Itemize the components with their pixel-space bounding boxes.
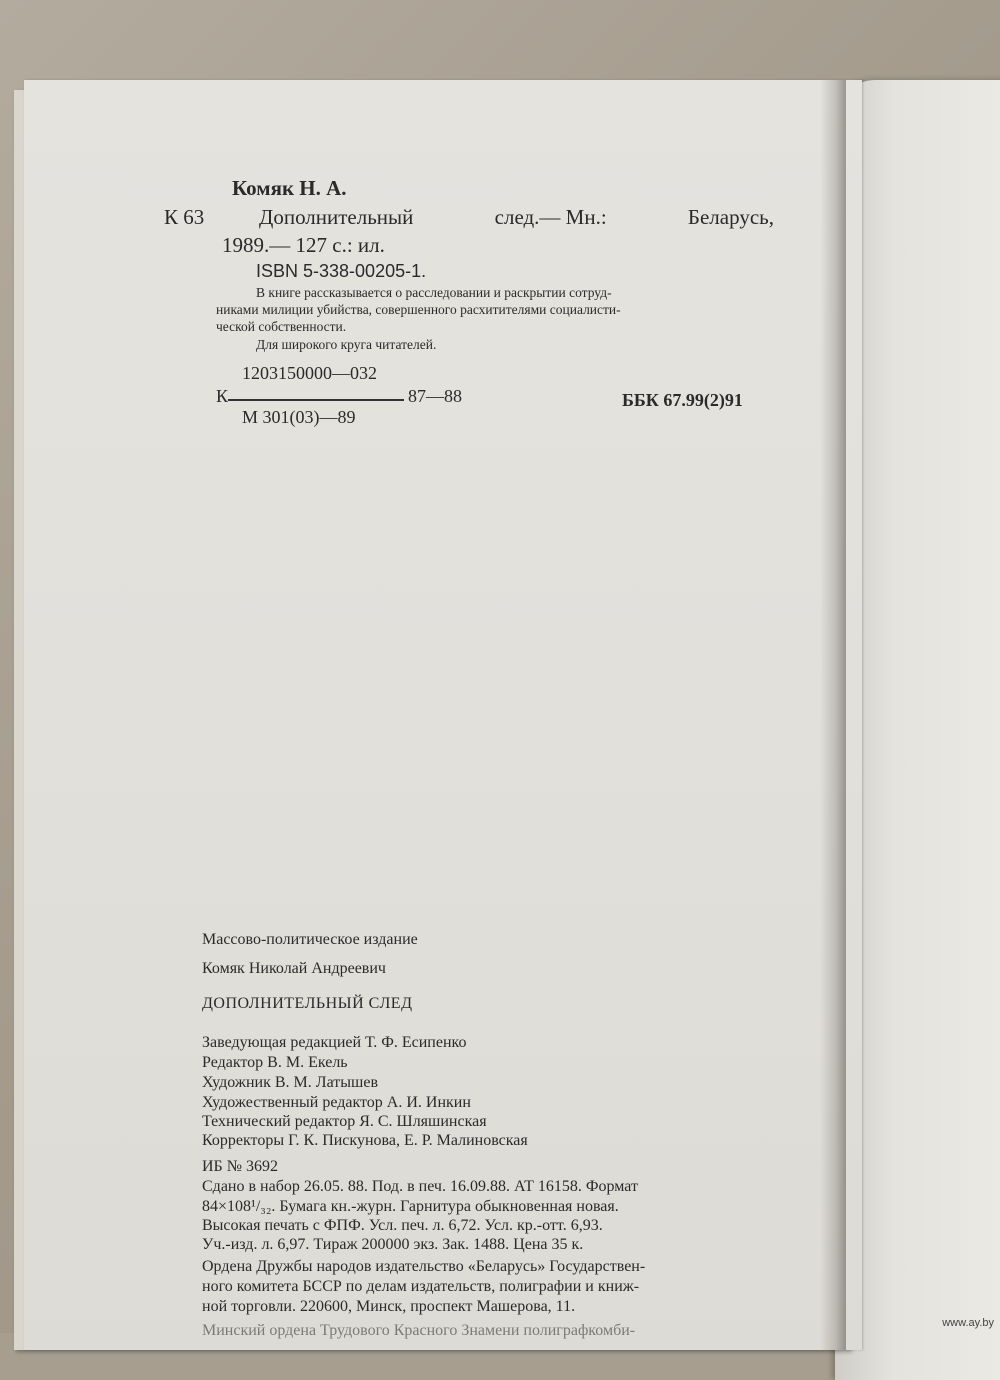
detail-line-2: 84×108¹/₃₂. Бумага кн.-журн. Гарнитура обыкновенная новая. [202,1198,619,1215]
card-isbn: ISBN 5-338-00205-1. [256,261,427,281]
card-title-place: след.— Мн.: [494,205,607,229]
detail-line-4: Уч.-изд. л. 6,97. Тираж 200000 экз. Зак. 1488. Цена 35 к. [202,1236,584,1253]
card-pub-line: 1989.— 127 с.: ил. [222,233,385,257]
card-title-word: Дополнительный [259,205,414,229]
staff-line-4: Художественный редактор А. И. Инкин [202,1094,471,1111]
ib-number: ИБ № 3692 [202,1158,279,1175]
code-fraction-rule [228,399,404,401]
annotation-line-2: никами милиции убийства, совершенного расхитителями социалисти- [216,302,621,317]
watermark: www.ay.by [942,1317,994,1329]
card-title-line [259,205,774,230]
detail-line-3: Высокая печать с ФПФ. Усл. печ. л. 6,72. Усл. кр.-отт. 6,93. [202,1217,603,1234]
page-gutter-shadow [820,80,846,1350]
code-suffix: 87—88 [408,386,462,406]
bbk-code: ББК 67.99(2)91 [622,390,743,410]
detail-line-6: ного комитета БССР по делам издательств, полиграфии и книж- [202,1278,640,1295]
title-caps: ДОПОЛНИТЕЛЬНЫЙ СЛЕД [202,995,413,1012]
staff-line-2: Редактор В. М. Екель [202,1054,348,1071]
book-page [24,80,862,1350]
code-numerator: 1203150000—032 [242,363,377,383]
author-full-name: Комяк Николай Андреевич [202,960,386,977]
detail-line-5: Ордена Дружбы народов издательство «Беларусь» Государствен- [202,1258,646,1275]
detail-line-8: Минский ордена Трудового Красного Знамени полиграфкомби- [202,1322,636,1339]
staff-line-6: Корректоры Г. К. Пискунова, Е. Р. Малиновская [202,1132,528,1149]
staff-line-3: Художник В. М. Латышев [202,1074,378,1091]
staff-line-1: Заведующая редакцией Т. Ф. Есипенко [202,1034,467,1051]
annotation-line-4: Для широкого круга читателей. [256,337,437,352]
edition-type: Массово-политическое издание [202,931,418,948]
detail-line-7: ной торговли. 220600, Минск, проспект Машерова, 11. [202,1298,576,1315]
code-prefix: К [216,386,229,406]
staff-line-5: Технический редактор Я. С. Шляшинская [202,1113,487,1130]
card-author: Комяк Н. А. [232,176,347,200]
detail-line-1: Сдано в набор 26.05. 88. Под. в печ. 16.09.88. АТ 16158. Формат [202,1178,638,1195]
card-index: К 63 [164,205,205,229]
annotation-line-3: ческой собственности. [216,319,347,334]
card-title-publisher: Беларусь, [687,205,774,229]
annotation-line-1: В книге рассказывается о расследовании и раскрытии сотруд- [256,285,612,300]
code-denominator: М 301(03)—89 [242,407,356,427]
